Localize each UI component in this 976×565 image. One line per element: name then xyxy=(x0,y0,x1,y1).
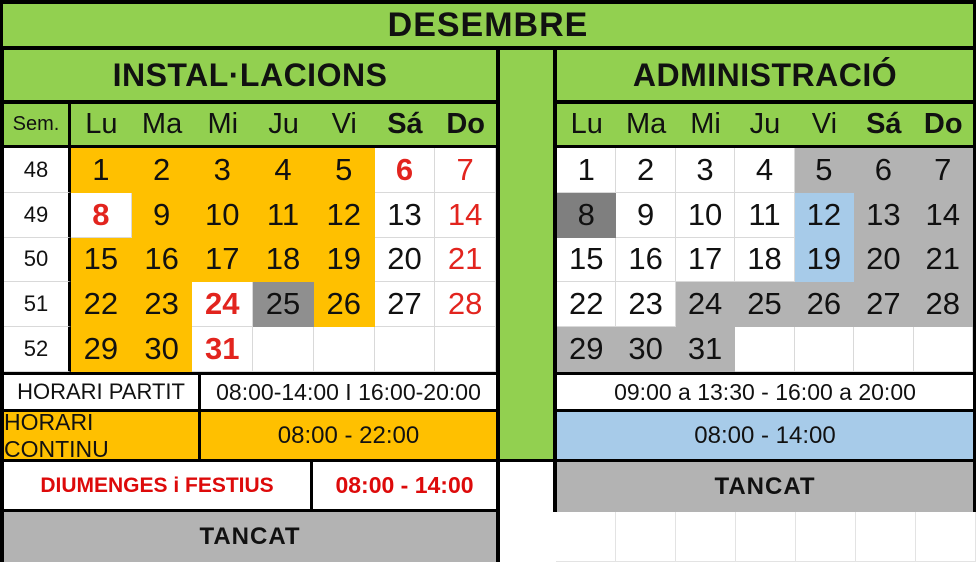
day-cell: 4 xyxy=(735,148,794,193)
empty-day-cell xyxy=(314,327,375,372)
administration-day-header-row xyxy=(557,104,973,148)
installations-day-names xyxy=(71,104,496,145)
day-cell: 22 xyxy=(71,282,132,327)
day-cell: 8 xyxy=(557,193,616,238)
day-cell: 6 xyxy=(375,148,436,193)
day-cell: 18 xyxy=(735,238,794,283)
day-cell: 5 xyxy=(314,148,375,193)
day-cell: 16 xyxy=(132,238,193,283)
week-column-label: Sem. xyxy=(4,104,71,145)
day-name-header: Ma xyxy=(141,108,183,140)
calendar-week-row xyxy=(557,193,973,238)
day-cell: 17 xyxy=(192,238,253,283)
day-cell: 18 xyxy=(253,238,314,283)
day-cell: 15 xyxy=(557,238,616,283)
week-number: 48 xyxy=(4,148,71,193)
day-cell: 20 xyxy=(375,238,436,283)
day-cell: 21 xyxy=(914,238,973,283)
day-cell: 9 xyxy=(616,193,675,238)
day-cell: 2 xyxy=(132,148,193,193)
empty-day-cell xyxy=(914,327,973,372)
calendar-week-row xyxy=(4,193,496,238)
calendar-week-row xyxy=(4,148,496,193)
day-name-header: Vi xyxy=(331,108,357,140)
day-name-header: Mi xyxy=(690,108,721,140)
empty-day-cell xyxy=(435,327,496,372)
installations-day-header-row xyxy=(4,104,496,148)
day-name-header: Ju xyxy=(749,108,781,140)
day-cell: 29 xyxy=(557,327,616,372)
day-cell: 21 xyxy=(435,238,496,283)
day-cell: 5 xyxy=(795,148,854,193)
continuous-hours-value: 08:00 - 22:00 xyxy=(277,421,420,449)
day-cell: 24 xyxy=(676,282,735,327)
administration-calendar-grid xyxy=(557,148,973,372)
day-name-header: Lu xyxy=(85,108,118,140)
center-divider xyxy=(500,50,553,462)
sundays-holidays-value: 08:00 - 14:00 xyxy=(335,472,474,498)
week-number: 51 xyxy=(4,282,71,327)
continuous-hours-label: HORARI CONTINU xyxy=(4,412,201,459)
day-cell: 7 xyxy=(914,148,973,193)
day-name-header: Mi xyxy=(207,108,239,140)
administration-title: ADMINISTRACIÓ xyxy=(557,50,973,104)
empty-day-cell xyxy=(854,327,913,372)
day-cell: 31 xyxy=(192,327,253,372)
calendar-week-row xyxy=(557,238,973,283)
day-cell: 10 xyxy=(676,193,735,238)
installations-section xyxy=(0,50,500,562)
calendar-week-row xyxy=(557,327,973,372)
day-cell: 1 xyxy=(557,148,616,193)
day-cell: 11 xyxy=(735,193,794,238)
day-cell: 27 xyxy=(854,282,913,327)
day-cell: 28 xyxy=(914,282,973,327)
day-name-header: Ma xyxy=(625,108,667,140)
day-cell: 24 xyxy=(192,282,253,327)
day-cell: 13 xyxy=(854,193,913,238)
day-cell: 22 xyxy=(557,282,616,327)
day-cell: 25 xyxy=(253,282,314,327)
day-cell: 14 xyxy=(914,193,973,238)
sundays-holidays-label: DIUMENGES i FESTIUS xyxy=(4,462,313,509)
split-hours-label: HORARI PARTIT xyxy=(4,375,201,409)
day-cell: 15 xyxy=(71,238,132,283)
calendar-week-row xyxy=(4,238,496,283)
day-cell: 19 xyxy=(795,238,854,283)
day-cell: 29 xyxy=(71,327,132,372)
split-hours-value: 08:00-14:00 I 16:00-20:00 xyxy=(216,378,481,405)
empty-day-cell xyxy=(795,327,854,372)
day-name-header: Vi xyxy=(811,108,838,140)
calendar-week-row xyxy=(4,282,496,327)
empty-day-cell xyxy=(735,327,794,372)
empty-day-cell xyxy=(375,327,436,372)
day-cell: 9 xyxy=(132,193,193,238)
day-cell: 12 xyxy=(314,193,375,238)
day-cell: 20 xyxy=(854,238,913,283)
day-name-header: Do xyxy=(923,108,963,140)
day-cell: 28 xyxy=(435,282,496,327)
calendar-week-row xyxy=(557,148,973,193)
day-cell: 8 xyxy=(71,193,132,238)
day-cell: 12 xyxy=(795,193,854,238)
week-number: 50 xyxy=(4,238,71,283)
admin-morning-hours-row: 08:00 - 14:00 xyxy=(557,412,973,462)
installations-closed-row: TANCAT xyxy=(4,512,496,562)
day-name-header: Ju xyxy=(268,108,299,140)
day-name-header: Lu xyxy=(570,108,603,140)
installations-title: INSTAL·LACIONS xyxy=(4,50,496,104)
administration-day-names xyxy=(557,104,973,145)
day-name-header: Sá xyxy=(387,108,423,140)
day-cell: 3 xyxy=(192,148,253,193)
day-cell: 3 xyxy=(676,148,735,193)
day-cell: 30 xyxy=(132,327,193,372)
day-cell: 6 xyxy=(854,148,913,193)
day-cell: 4 xyxy=(253,148,314,193)
installations-calendar-grid xyxy=(4,148,496,372)
admin-split-hours-row: 09:00 a 13:30 - 16:00 a 20:00 xyxy=(557,372,973,412)
empty-sheet-cells xyxy=(556,512,976,562)
day-cell: 7 xyxy=(435,148,496,193)
day-cell: 26 xyxy=(795,282,854,327)
day-cell: 26 xyxy=(314,282,375,327)
day-cell: 16 xyxy=(616,238,675,283)
legend-continuous-hours-row xyxy=(4,408,496,462)
legend-split-hours-row xyxy=(4,372,496,412)
calendar-week-row xyxy=(4,327,496,372)
day-cell: 23 xyxy=(132,282,193,327)
empty-day-cell xyxy=(253,327,314,372)
day-cell: 19 xyxy=(314,238,375,283)
day-name-header: Sá xyxy=(866,108,902,140)
day-cell: 1 xyxy=(71,148,132,193)
day-cell: 11 xyxy=(253,193,314,238)
week-number: 49 xyxy=(4,193,71,238)
day-cell: 25 xyxy=(735,282,794,327)
day-cell: 17 xyxy=(676,238,735,283)
day-cell: 13 xyxy=(375,193,436,238)
administration-section xyxy=(553,50,976,512)
calendar-week-row xyxy=(557,282,973,327)
month-title: DESEMBRE xyxy=(0,0,976,50)
day-cell: 2 xyxy=(616,148,675,193)
day-cell: 23 xyxy=(616,282,675,327)
day-cell: 14 xyxy=(435,193,496,238)
administration-closed-row: TANCAT xyxy=(557,462,973,512)
day-cell: 31 xyxy=(676,327,735,372)
day-cell: 27 xyxy=(375,282,436,327)
day-cell: 10 xyxy=(192,193,253,238)
legend-sundays-holidays-row xyxy=(4,462,496,512)
day-cell: 30 xyxy=(616,327,675,372)
week-number: 52 xyxy=(4,327,71,372)
day-name-header: Do xyxy=(446,108,485,140)
